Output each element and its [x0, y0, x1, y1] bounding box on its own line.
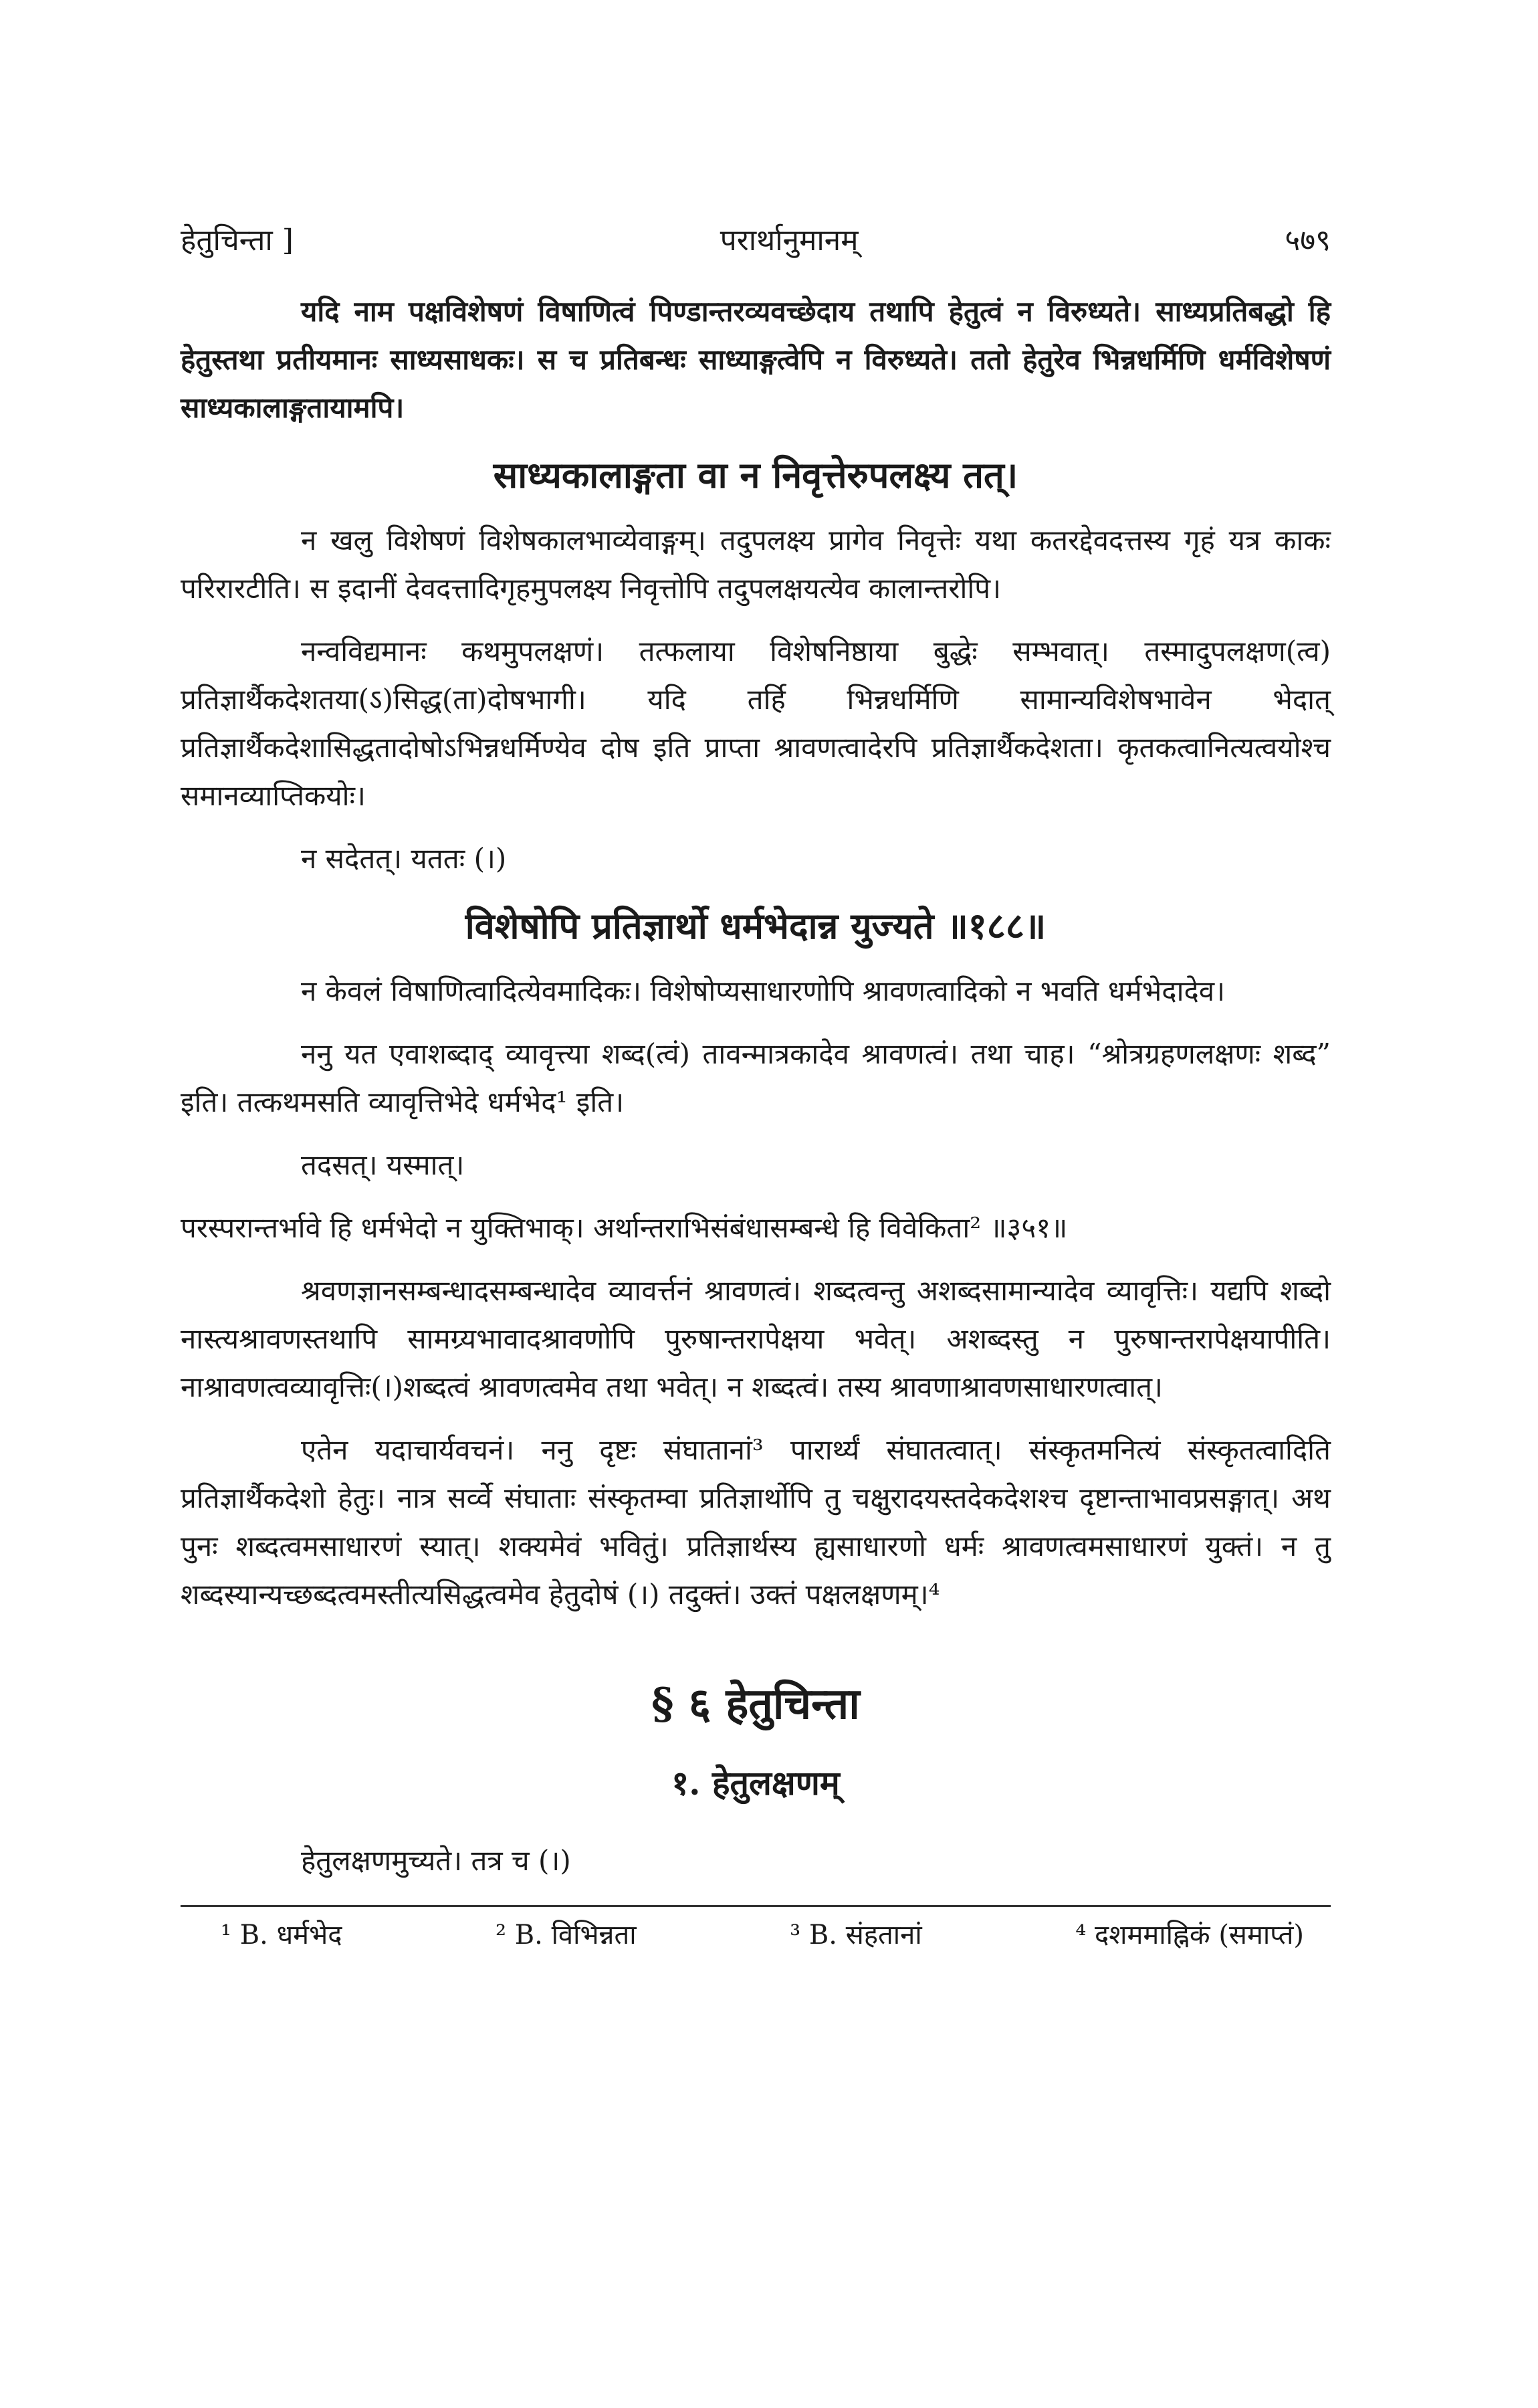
footnotes	[181, 1905, 1331, 1954]
page-number: ५७९	[1285, 223, 1331, 258]
paragraph-9: एतेन यदाचार्यवचनं। ननु दृष्टः संघातानां³ पारार्थ्यं संघातत्वात्। संस्कृतमनित्यं संस्कृतत्वादिति प्रतिज्ञार्थैकदेशो हेतुः। नात्र सर्व्वे संघाताः संस्कृतम्वा प्रतिज्ञार्थोपि तु चक्षुरादयस्तदेकदेशश्च दृष्टान्ताभावप्रसङ्गात्। अथ पुनः शब्दत्वमसाधारणं स्यात्। शक्यमेवं भवितुं। प्रतिज्ञार्थस्य ह्यसाधारणो धर्मः श्रावणत्वमसाधारणं युक्तं। न तु शब्दस्यान्यच्छब्दत्वमस्तीत्यसिद्धत्वमेव हेतुदोषं (।) तदुक्तं। उक्तं पक्षलक्षणम्।⁴	[181, 1433, 1331, 1611]
paragraph-6: ननु यत एवाशब्दाद् व्यावृत्त्या शब्द(त्वं) तावन्मात्रकादेव श्रावणत्वं। तथा चाह। “श्रोत्रग्रहणलक्षणः शब्द” इति। तत्कथमसति व्यावृत्तिभेदे धर्मभेद¹ इति।	[181, 1037, 1331, 1118]
verse-1: साध्यकालाङ्गता वा न निवृत्तेरुपलक्ष्य तत्।	[493, 454, 1018, 496]
verse-3: परस्परान्तर्भावे हि धर्मभेदो न युक्तिभाक्। अर्थान्तराभिसंबंधासम्बन्धे हि विवेकिता² ॥३५१॥	[181, 1211, 1068, 1244]
footnote-4: ⁴ दशममाह्निकं (समाप्तं)	[1075, 1920, 1304, 1950]
header-section-label: हेतुचिन्ता ]	[181, 223, 294, 258]
footnote-3: ³ B. संहतानां	[790, 1920, 922, 1950]
paragraph-8: श्रवणज्ञानसम्बन्धादसम्बन्धादेव व्यावर्त्तनं श्रावणत्वं। शब्दत्वन्तु अशब्दसामान्यादेव व्यावृत्तिः। यद्यपि शब्दो नास्त्यश्रावणस्तथापि सामग्र्यभावादश्रावणोपि पुरुषान्तरापेक्षया भवेत्। अशब्दस्तु न पुरुषान्तरापेक्षयापीति। नाश्रावणत्वव्यावृत्तिः(।)शब्दत्वं श्रावणत्वमेव तथा भवेत्। न शब्दत्वं। तस्य श्रावणाश्रावणसाधारणत्वात्।	[181, 1274, 1331, 1403]
verse-2: विशेषोपि प्रतिज्ञार्थो धर्मभेदान्न युज्यते ॥१८८॥	[465, 904, 1047, 947]
paragraph-1: यदि नाम पक्षविशेषणं विषाणित्वं पिण्डान्तरव्यवच्छेदाय तथापि हेतुत्वं न विरुध्यते। साध्यप्रतिबद्धो हि हेतुस्तथा प्रतीयमानः साध्यसाधकः। स च प्रतिबन्धः साध्याङ्गत्वेपि न विरुध्यते। ततो हेतुरेव भिन्नधर्मिणि धर्मविशेषणं साध्यकालाङ्गतायामपि।	[181, 295, 1331, 424]
paragraph-5: न केवलं विषाणित्वादित्येवमादिकः। विशेषोप्यसाधारणोपि श्रावणत्वादिको न भवति धर्मभेदादेव।	[301, 975, 1226, 1007]
paragraph-7: तदसत्। यस्मात्।	[301, 1148, 465, 1181]
footnote-1: ¹ B. धर्मभेद	[221, 1920, 342, 1950]
header-chapter-title: परार्थानुमानम्	[720, 223, 859, 258]
page	[181, 221, 1331, 1954]
paragraph-4: न सदेतत्। यततः (।)	[301, 842, 507, 875]
paragraph-10: हेतुलक्षणमुच्यते। तत्र च (।)	[301, 1844, 571, 1877]
footnote-2: ² B. विभिन्नता	[496, 1920, 637, 1950]
running-header	[181, 221, 1331, 261]
section-subtitle: १. हेतुलक्षणम्	[671, 1763, 840, 1803]
paragraph-2: न खलु विशेषणं विशेषकालभाव्येवाङ्गम्। तदुपलक्ष्य प्रागेव निवृत्तेः यथा कतरद्देवदत्तस्य गृहं यत्र काकः परिरारटीति। स इदानीं देवदत्तादिगृहमुपलक्ष्य निवृत्तोपि तदुपलक्षयत्येव कालान्तरोपि।	[181, 524, 1331, 605]
paragraph-3: नन्वविद्यमानः कथमुपलक्षणं। तत्फलाया विशेषनिष्ठाया बुद्धेः सम्भवात्। तस्मादुपलक्षण(त्व) प्रतिज्ञार्थैकदेशतया(ऽ)सिद्ध(ता)दोषभागी। यदि तर्हि भिन्नधर्मिणि सामान्यविशेषभावेन भेदात् प्रतिज्ञार्थैकदेशासिद्धतादोषोऽभिन्नधर्मिण्येव दोष इति प्राप्ता श्रावणत्वादेरपि प्रतिज्ञार्थैकदेशता। कृतकत्वानित्यत्वयोश्च समानव्याप्तिकयोः।	[181, 635, 1331, 812]
section-title: § ६ हेतुचिन्ता	[651, 1679, 860, 1729]
